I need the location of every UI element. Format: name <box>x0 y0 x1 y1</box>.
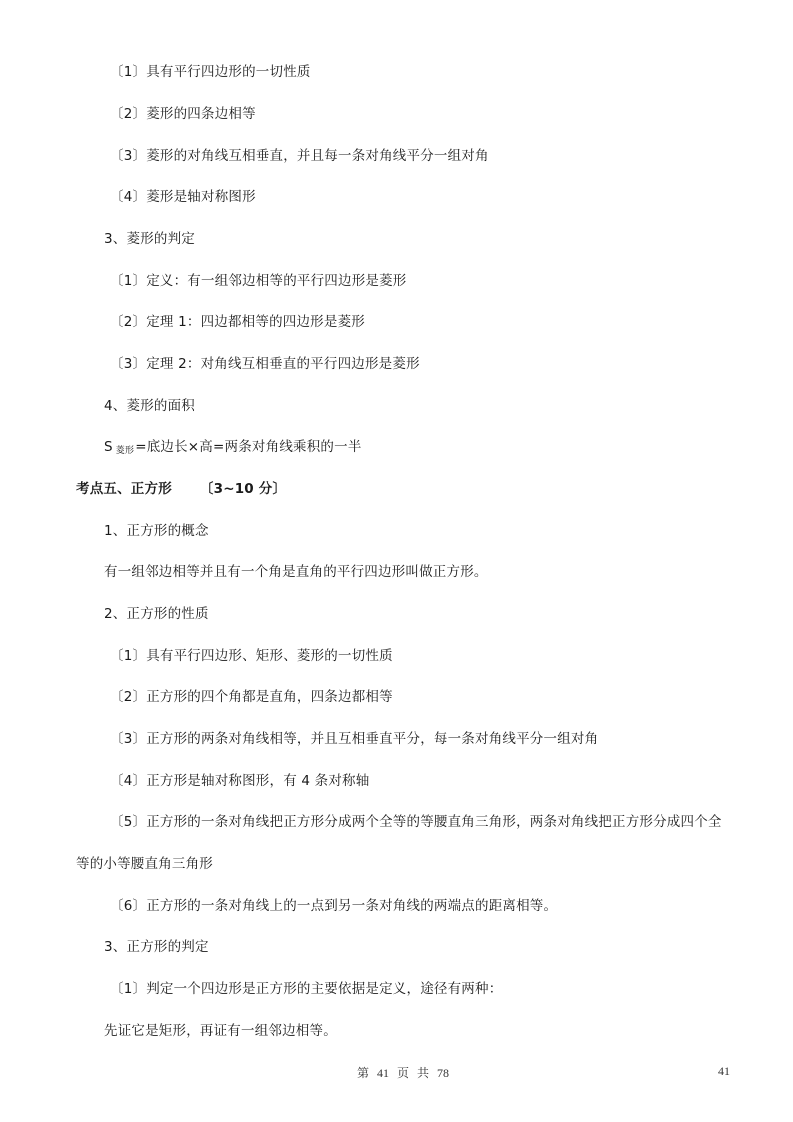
page-number: 41 <box>718 1064 730 1078</box>
formula-subscript: 菱形 <box>115 446 135 456</box>
square-criterion-1-method: 先证它是矩形，再证有一组邻边相等。 <box>104 1023 337 1039</box>
section-5-score: 〔3~10 分〕 <box>199 481 287 497</box>
rhombus-property-2: 〔2〕菱形的四条边相等 <box>110 106 256 122</box>
rhombus-property-1: 〔1〕具有平行四边形的一切性质 <box>110 64 311 80</box>
page-counter <box>357 1064 449 1081</box>
square-property-5-continued: 等的小等腰直角三角形 <box>76 856 213 872</box>
square-concept-text: 有一组邻边相等并且有一个角是直角的平行四边形叫做正方形。 <box>104 564 488 580</box>
rhombus-criterion-2: 〔2〕定理 1：四边都相等的四边形是菱形 <box>110 314 365 330</box>
current-page: 41 <box>377 1066 390 1080</box>
total-pages: 78 <box>437 1066 450 1080</box>
rhombus-criterion-3: 〔3〕定理 2：对角线互相垂直的平行四边形是菱形 <box>110 356 420 372</box>
square-properties-heading: 2、正方形的性质 <box>104 606 209 622</box>
section-5-heading <box>76 480 286 498</box>
square-property-2: 〔2〕正方形的四个角都是直角，四条边都相等 <box>110 689 393 705</box>
rhombus-property-3: 〔3〕菱形的对角线互相垂直，并且每一条对角线平分一组对角 <box>110 148 489 164</box>
total-label: 共 <box>417 1066 430 1080</box>
square-property-4: 〔4〕正方形是轴对称图形，有 4 条对称轴 <box>110 773 370 789</box>
rhombus-property-4: 〔4〕菱形是轴对称图形 <box>110 189 256 205</box>
square-property-6: 〔6〕正方形的一条对角线上的一点到另一条对角线的两端点的距离相等。 <box>110 898 558 914</box>
page-label-prefix: 第 <box>357 1066 370 1080</box>
rhombus-area-heading: 4、菱形的面积 <box>104 398 195 414</box>
square-criteria-heading: 3、正方形的判定 <box>104 939 209 955</box>
square-concept-heading: 1、正方形的概念 <box>104 523 209 539</box>
rhombus-area-formula <box>104 438 362 460</box>
section-5-title: 考点五、正方形 <box>76 481 172 497</box>
page-label-mid: 页 <box>397 1066 410 1080</box>
square-property-5: 〔5〕正方形的一条对角线把正方形分成两个全等的等腰直角三角形，两条对角线把正方形分成四个全 <box>110 814 722 830</box>
rhombus-criteria-heading: 3、菱形的判定 <box>104 231 195 247</box>
formula-symbol: S <box>104 439 113 455</box>
square-criterion-1: 〔1〕判定一个四边形是正方形的主要依据是定义，途径有两种： <box>110 981 503 997</box>
rhombus-criterion-1: 〔1〕定义：有一组邻边相等的平行四边形是菱形 <box>110 273 407 289</box>
square-property-3: 〔3〕正方形的两条对角线相等，并且互相垂直平分，每一条对角线平分一组对角 <box>110 731 599 747</box>
square-property-1: 〔1〕具有平行四边形、矩形、菱形的一切性质 <box>110 648 393 664</box>
formula-body: =底边长×高=两条对角线乘积的一半 <box>135 439 362 455</box>
